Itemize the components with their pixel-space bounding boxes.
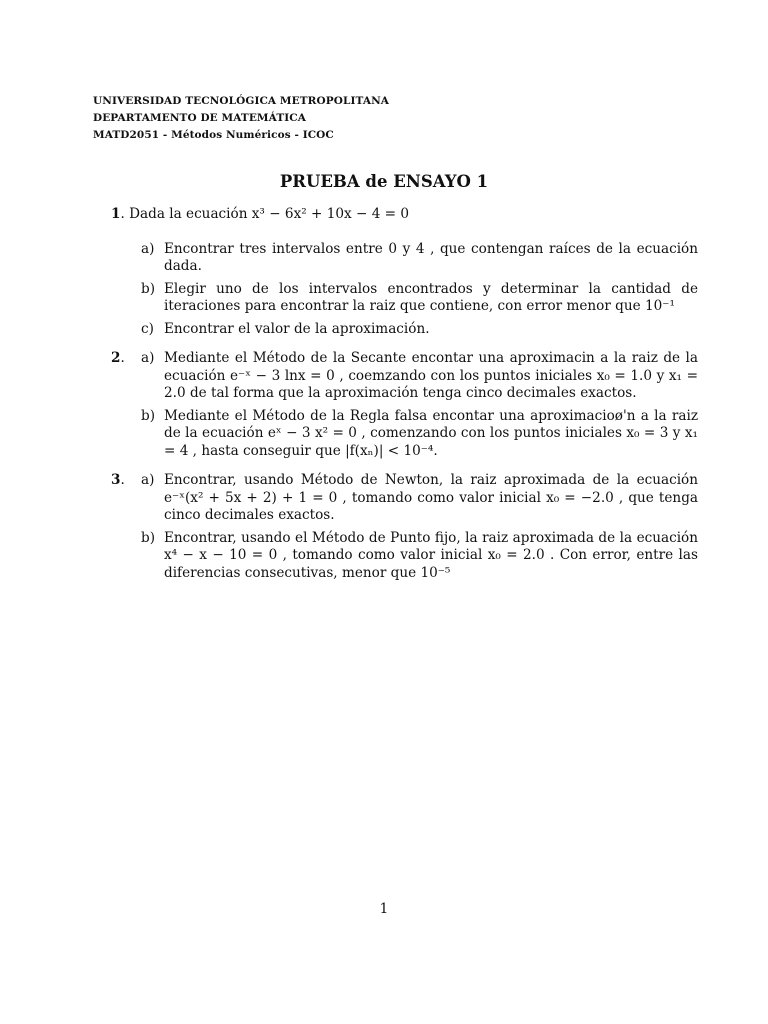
document-header [93,93,389,144]
problem-2 [111,350,698,460]
problem-number: 1 [111,206,121,222]
document-title: PRUEBA de ENSAYO 1 [279,172,489,191]
problem-2-number: 2. [111,350,125,366]
problem-3-item-b [111,530,698,583]
problem-1-statement: 1. Dada la ecuación x³ − 6x² + 10x − 4 = 0 [111,206,410,222]
item-text: Mediante el Método de la Secante encontar una aproximacin a la raiz de la ecuación e⁻ˣ − 3 lnx = 0 , coemzando con los puntos iniciales x₀ = 1.0 y x₁ = 2.0 de tal forma que la aproximación tenga cinco decimales exactos. [164,350,698,401]
problem-2-item-b [111,408,698,461]
item-text: Elegir uno de los intervalos encontrados y determinar la cantidad de iteraciones para encontrar la raiz que contiene, con error menor que 10⁻¹ [164,280,698,314]
item-text: Encontrar tres intervalos entre 0 y 4 , que contengan raíces de la ecuación dada. [164,240,698,274]
item-text: Encontrar, usando el Método de Punto fijo, la raiz aproximada de la ecuación x⁴ − x − 10 = 0 , tomando como valor inicial x₀ = 2.0 . Con error, entre las diferencias consecutivas, menor que 10⁻⁵ [164,529,698,581]
problem-3-number: 3. [111,472,125,488]
problem-statement-text: Dada la ecuación x³ − 6x² + 10x − 4 = 0 [129,206,410,222]
problem-number: 3 [111,472,121,488]
problem-2-item-a [111,350,698,403]
problem-3-item-a [111,472,698,525]
problem-1 [111,206,698,338]
item-label: a) [141,472,155,488]
item-label: c) [141,320,154,337]
department-name: DEPARTAMENTO DE MATEMÁTICA [93,112,306,124]
item-label: b) [141,529,156,546]
university-name: UNIVERSIDAD TECNOLÓGICA METROPOLITANA [93,95,390,107]
problem-3 [111,472,698,582]
problems-list [111,206,698,594]
problem-1-item-b [111,281,698,316]
problem-number: 2 [111,350,121,366]
item-label: b) [141,407,156,424]
item-text: Encontrar, usando Método de Newton, la raiz aproximada de la ecuación e⁻ˣ(x² + 5x + 2) + 1 = 0 , tomando como valor inicial x₀ = −2.0 , que tenga cinco decimales exactos. [164,472,698,523]
item-text: Mediante el Método de la Regla falsa encontar una aproximacioø'n a la raiz de la ecuación eˣ − 3 x² = 0 , comenzando con los puntos iniciales x₀ = 3 y x₁ = 4 , hasta conseguir que |f(xₙ)| < 10⁻⁴. [164,407,698,459]
course-name: MATD2051 - Métodos Numéricos - ICOC [93,129,334,141]
item-text: Encontrar el valor de la aproximación. [164,320,430,337]
page-number: 1 [379,901,389,917]
item-label: a) [141,350,155,366]
problem-1-item-a [111,241,698,276]
item-label: b) [141,280,156,297]
item-label: a) [141,240,155,257]
problem-1-item-c [111,321,698,339]
